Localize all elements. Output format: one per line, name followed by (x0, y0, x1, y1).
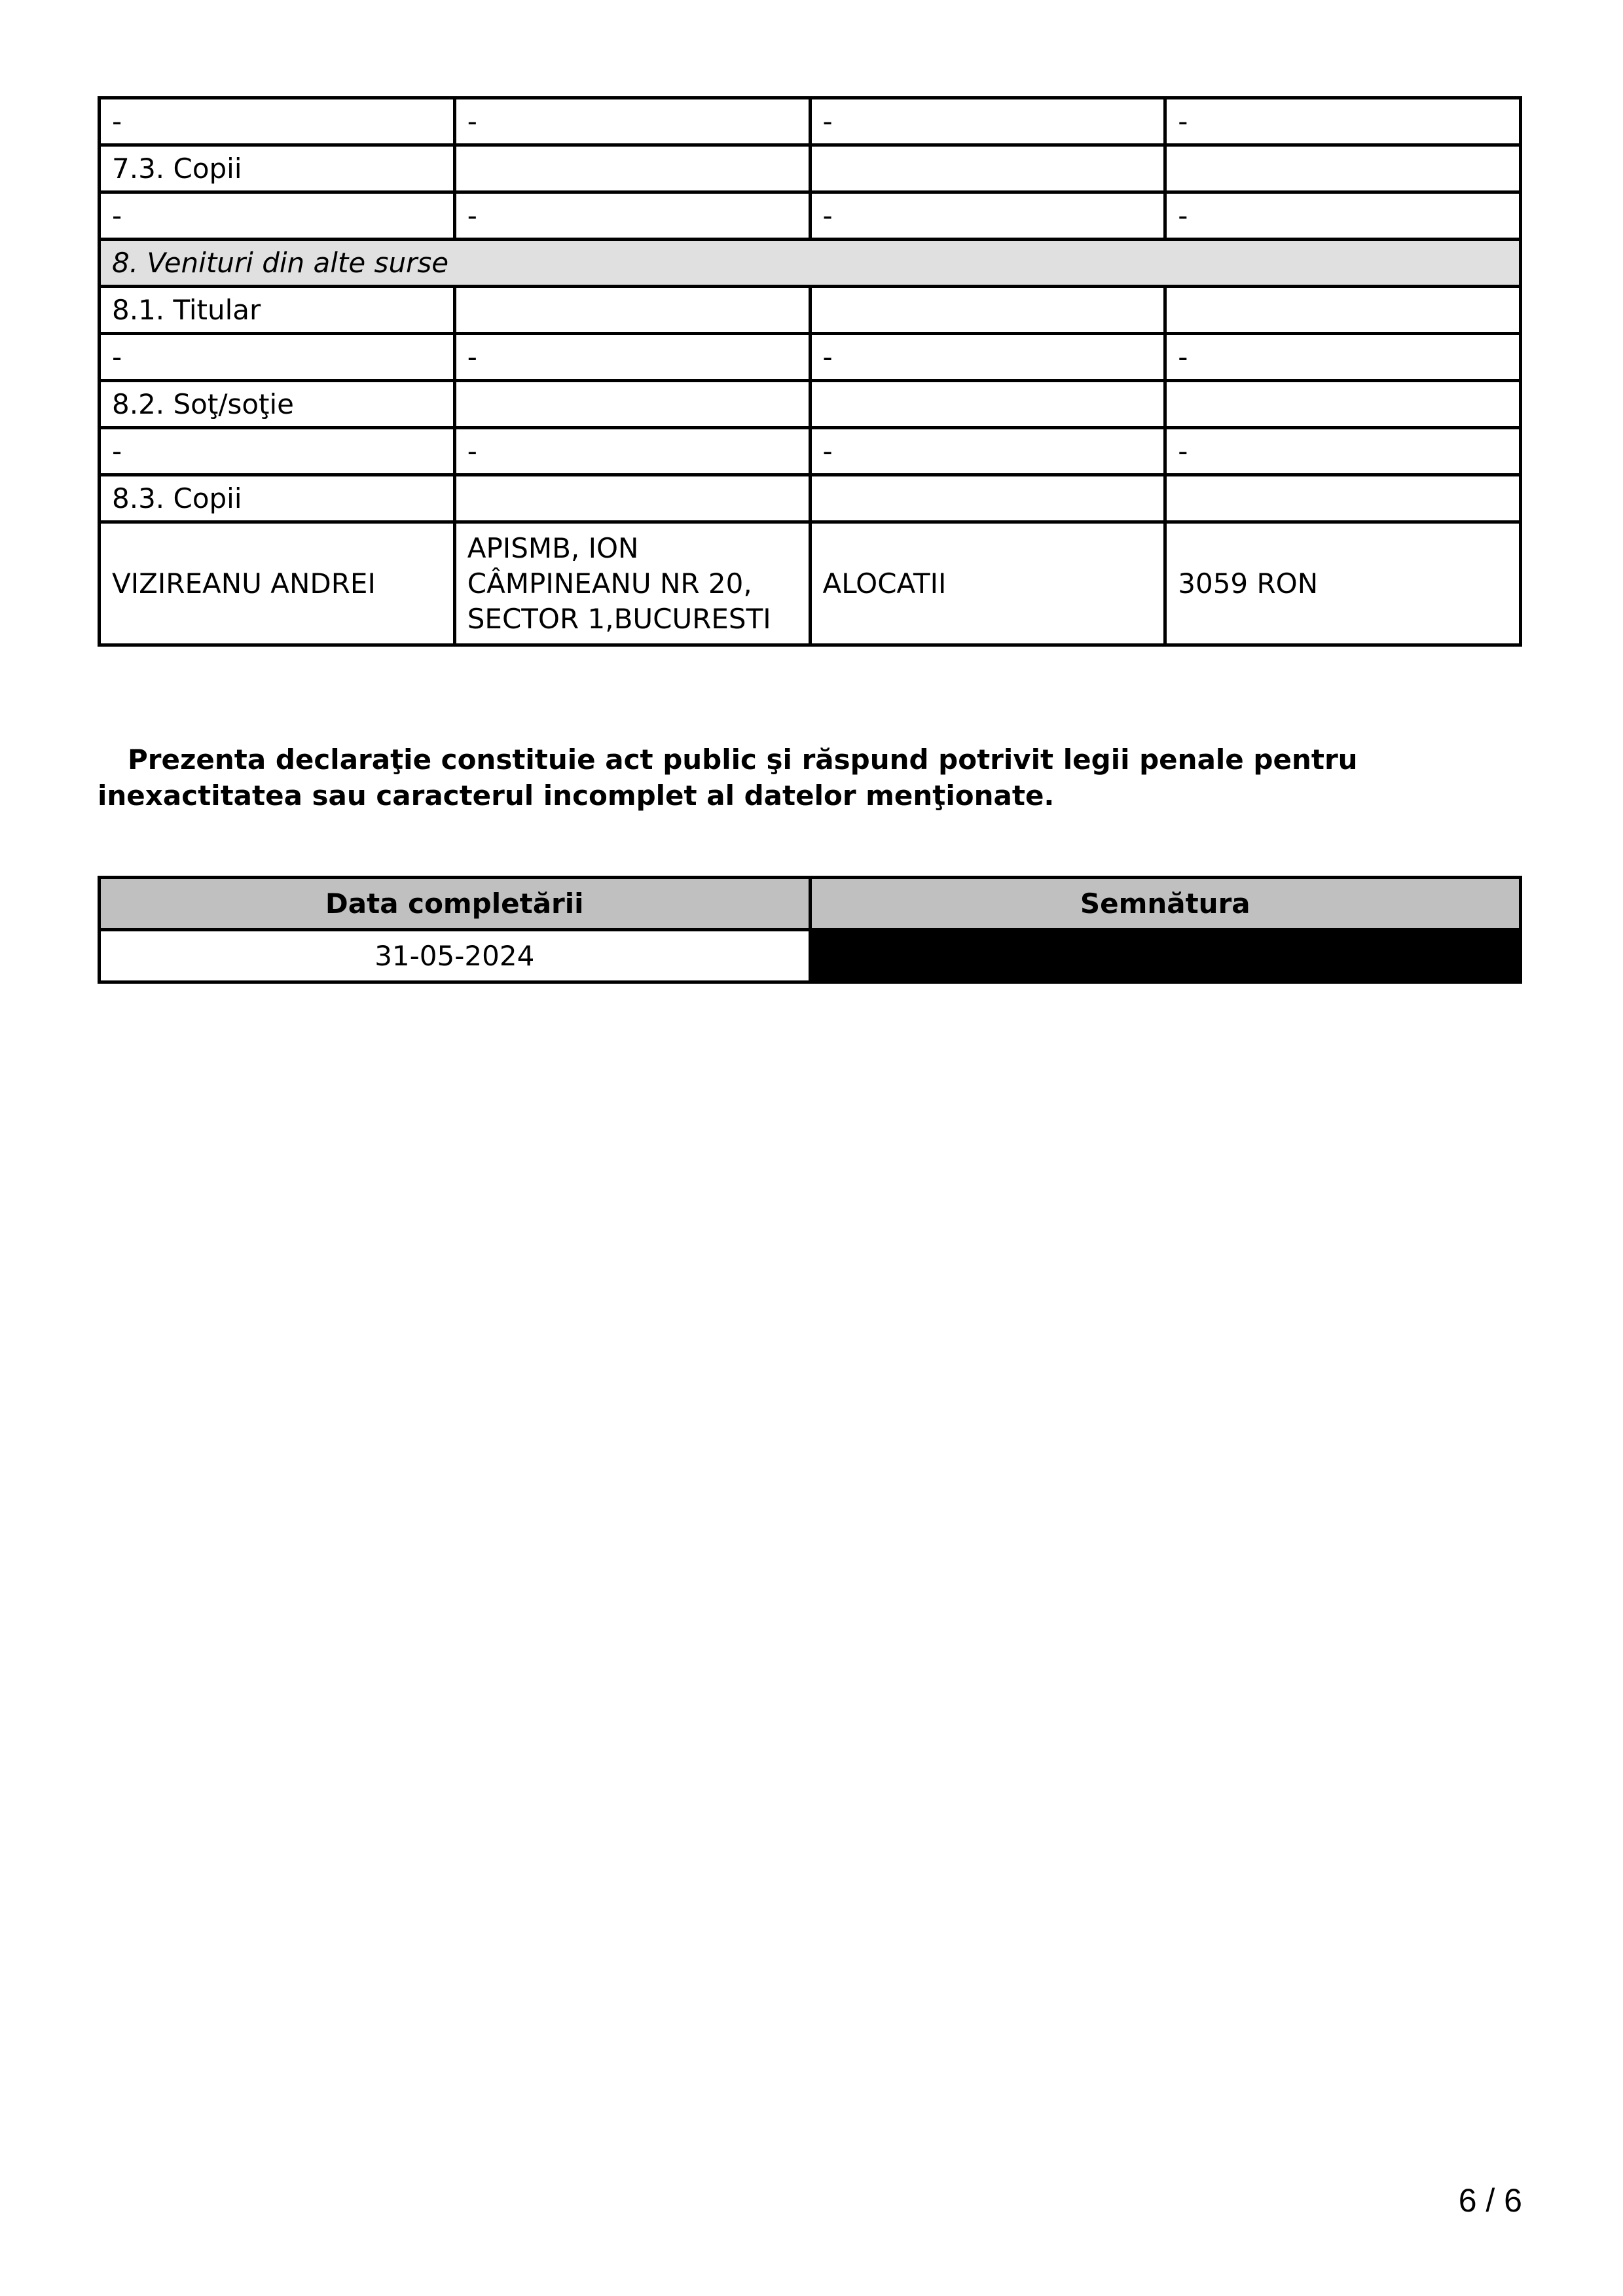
empty-cell (810, 381, 1165, 428)
page-number: 6 / 6 (1458, 2182, 1522, 2219)
income-table (98, 96, 1522, 647)
empty-cell (1165, 287, 1521, 334)
redacted-signature (810, 930, 1521, 982)
income-type: ALOCATII (810, 522, 1165, 645)
table-cell: - (100, 334, 455, 381)
empty-cell (454, 287, 810, 334)
empty-cell (810, 287, 1165, 334)
table-cell: - (100, 98, 455, 145)
table-cell: - (1165, 98, 1521, 145)
completion-date: 31-05-2024 (100, 930, 811, 982)
table-row (100, 334, 1521, 381)
empty-cell (1165, 381, 1521, 428)
table-row (100, 522, 1521, 645)
table-cell: - (454, 428, 810, 475)
signature-header: Semnătura (810, 878, 1521, 930)
subheader-row-8-1-titular (100, 287, 1521, 334)
section-row-8 (100, 240, 1521, 287)
table-cell: - (100, 192, 455, 240)
income-amount: 3059 RON (1165, 522, 1521, 645)
empty-cell (1165, 475, 1521, 522)
empty-cell (810, 145, 1165, 192)
subheader-label: 8.2. Soţ/soţie (100, 381, 455, 428)
income-source: APISMB, ION CÂMPINEANU NR 20, SECTOR 1,BUCURESTI (454, 522, 810, 645)
table-cell: - (1165, 334, 1521, 381)
table-cell: - (810, 98, 1165, 145)
empty-cell (810, 475, 1165, 522)
signature-table (98, 876, 1522, 984)
table-cell: - (810, 192, 1165, 240)
declaration-statement: Prezenta declaraţie constituie act public şi răspund potrivit legii penale pentru inexactitatea sau caracterul incomplet al datelor menţionate. (98, 744, 1358, 812)
table-cell: - (1165, 192, 1521, 240)
table-cell: - (454, 98, 810, 145)
beneficiary-name: VIZIREANU ANDREI (100, 522, 455, 645)
empty-cell (454, 381, 810, 428)
signature-table-header (100, 878, 1521, 930)
date-header: Data completării (100, 878, 811, 930)
table-cell: - (810, 334, 1165, 381)
subheader-label: 8.1. Titular (100, 287, 455, 334)
empty-cell (454, 145, 810, 192)
subheader-row-8-2-sot-sotie (100, 381, 1521, 428)
subheader-row-7-3-copii (100, 145, 1521, 192)
table-row (100, 428, 1521, 475)
subheader-label: 8.3. Copii (100, 475, 455, 522)
empty-cell (1165, 145, 1521, 192)
section-heading: 8. Venituri din alte surse (100, 240, 1521, 287)
table-cell: - (454, 192, 810, 240)
table-cell: - (454, 334, 810, 381)
empty-cell (454, 475, 810, 522)
subheader-label: 7.3. Copii (100, 145, 455, 192)
table-cell: - (100, 428, 455, 475)
subheader-row-8-3-copii (100, 475, 1521, 522)
table-cell: - (1165, 428, 1521, 475)
table-cell: - (810, 428, 1165, 475)
table-row (100, 192, 1521, 240)
signature-table-row (100, 930, 1521, 982)
table-row (100, 98, 1521, 145)
